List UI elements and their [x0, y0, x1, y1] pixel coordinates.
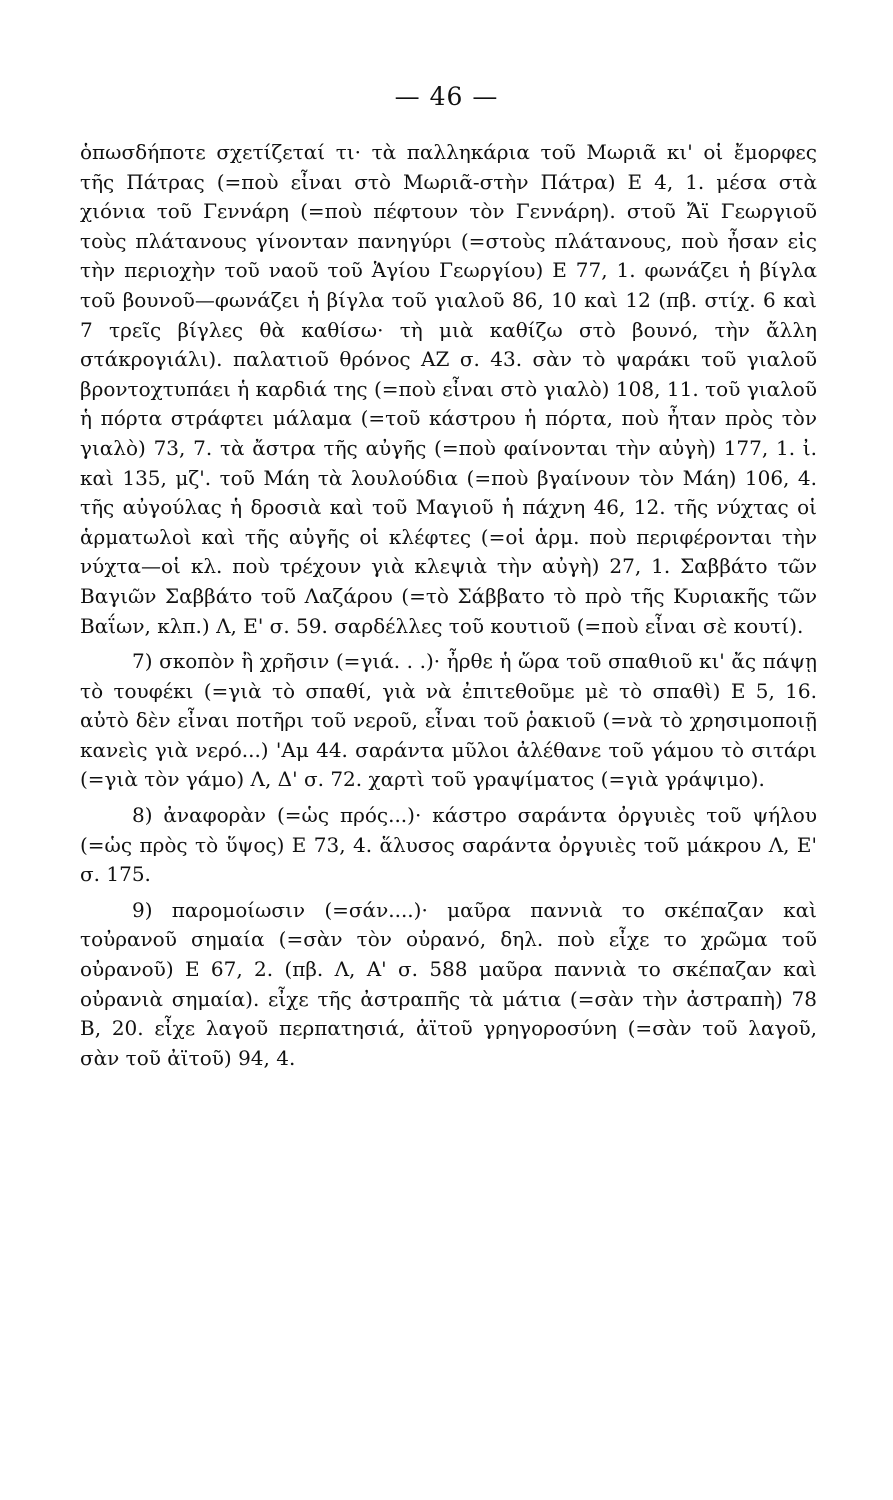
text-body	[80, 138, 817, 1073]
paragraph-comparison: 9) παρομοίωσιν (=σάν....)· μαῦρα παννιὰ το σκέπαζαν καὶ τοὐρανοῦ σημαία (=σὰν τὸν οὐρανό, δηλ. ποὺ εἶχε το χρῶμα τοῦ οὐρανοῦ) Ε 67, 2. (πβ. Λ, Α' σ. 588 μαῦρα παννιὰ το σκέπαζαν καὶ οὐρανιὰ σημαία). εἶχε τῆς ἀστραπῆς τὰ μάτια (=σὰν τὴν ἀστραπὴ) 78 Β, 20. εἶχε λαγοῦ περπατησιά, ἀϊτοῦ γρηγοροσύνη (=σὰν τοῦ λαγοῦ, σὰν τοῦ ἀϊτοῦ) 94, 4.	[80, 897, 817, 1070]
paragraph-purpose-or-use: 7) σκοπὸν ἢ χρῆσιν (=γιά. . .)· ἦρθε ἡ ὥρα τοῦ σπαθιοῦ κι' ἄς πάψῃ τὸ τουφέκι (=γιὰ τὸ σπαθί, γιὰ νὰ ἐπιτεθοῦμε μὲ τὸ σπαθὶ) Ε 5, 16. αὐτὸ δὲν εἶναι ποτῆρι τοῦ νεροῦ, εἶναι τοῦ ῥακιοῦ (=νὰ τὸ χρησιμοποιῇ κανεὶς γιὰ νερό...) 'Αμ 44. σαράντα μῦλοι ἀλέθανε τοῦ γάμου τὸ σιτάρι (=γιὰ τὸν γάμο) Λ, Δ' σ. 72. χαρτὶ τοῦ γραψίματος (=γιὰ γράψιμο).	[80, 649, 817, 792]
page-number: — 46 —	[394, 82, 499, 111]
paragraph-reference: 8) ἀναφορὰν (=ὡς πρός...)· κάστρο σαράντα ὀργυιὲς τοῦ ψήλου (=ὡς πρὸς τὸ ὕψος) Ε 73, 4. ἅλυσος σαράντα ὀργυιὲς τοῦ μάκρου Λ, Ε' σ. 175.	[80, 803, 817, 887]
paragraph-examples-continued: ὁπωσδήποτε σχετίζεταί τι· τὰ παλληκάρια τοῦ Μωριᾶ κι' οἱ ἔμορφες τῆς Πάτρας (=ποὺ εἶναι στὸ Μωριᾶ-στὴν Πάτρα) Ε 4, 1. μέσα στὰ χιόνια τοῦ Γεννάρη (=ποὺ πέφτουν τὸν Γεννάρη). στοῦ Ἄϊ Γεωργιοῦ τοὺς πλάτανους γίνονταν πανηγύρι (=στοὺς πλάτανους, ποὺ ἦσαν εἰς τὴν περιοχὴν τοῦ ναοῦ τοῦ Ἁγίου Γεωργίου) Ε 77, 1. φωνάζει ἡ βίγλα τοῦ βουνοῦ—φωνάζει ἡ βίγλα τοῦ γιαλοῦ 86, 10 καὶ 12 (πβ. στίχ. 6 καὶ 7 τρεῖς βίγλες θὰ καθίσω· τὴ μιὰ καθίζω στὸ βουνό, τὴν ἄλλη στάκρογιάλι). παλατιοῦ θρόνος ΑΖ σ. 43. σὰν τὸ ψαράκι τοῦ γιαλοῦ βροντοχτυπάει ἡ καρδιά της (=ποὺ εἶναι στὸ γιαλὸ) 108, 11. τοῦ γιαλοῦ ἡ πόρτα στράφτει μάλαμα (=τοῦ κάστρου ἡ πόρτα, ποὺ ἦταν πρὸς τὸν γιαλὸ) 73, 7. τὰ ἄστρα τῆς αὐγῆς (=ποὺ φαίνονται τὴν αὐγὴ) 177, 1. ἰ. καὶ 135, μζ'. τοῦ Μάη τὰ λουλούδια (=ποὺ βγαίνουν τὸν Μάη) 106, 4. τῆς αὐγούλας ἡ δροσιὰ καὶ τοῦ Μαγιοῦ ἡ πάχνη 46, 12. τῆς νύχτας οἱ ἁρματωλοὶ καὶ τῆς αὐγῆς οἱ κλέφτες (=οἱ ἁρμ. ποὺ περιφέρονται τὴν νύχτα—οἱ κλ. ποὺ τρέχουν γιὰ κλεψιὰ τὴν αὐγὴ) 27, 1. Σαββάτο τῶν Βαγιῶν Σαββάτο τοῦ Λαζάρου (=τὸ Σάββατο τὸ πρὸ τῆς Κυριακῆς τῶν Βαΐων, κλπ.) Λ, Ε' σ. 59. σαρδέλλες τοῦ κουτιοῦ (=ποὺ εἶναι σὲ κουτί).	[80, 140, 817, 638]
